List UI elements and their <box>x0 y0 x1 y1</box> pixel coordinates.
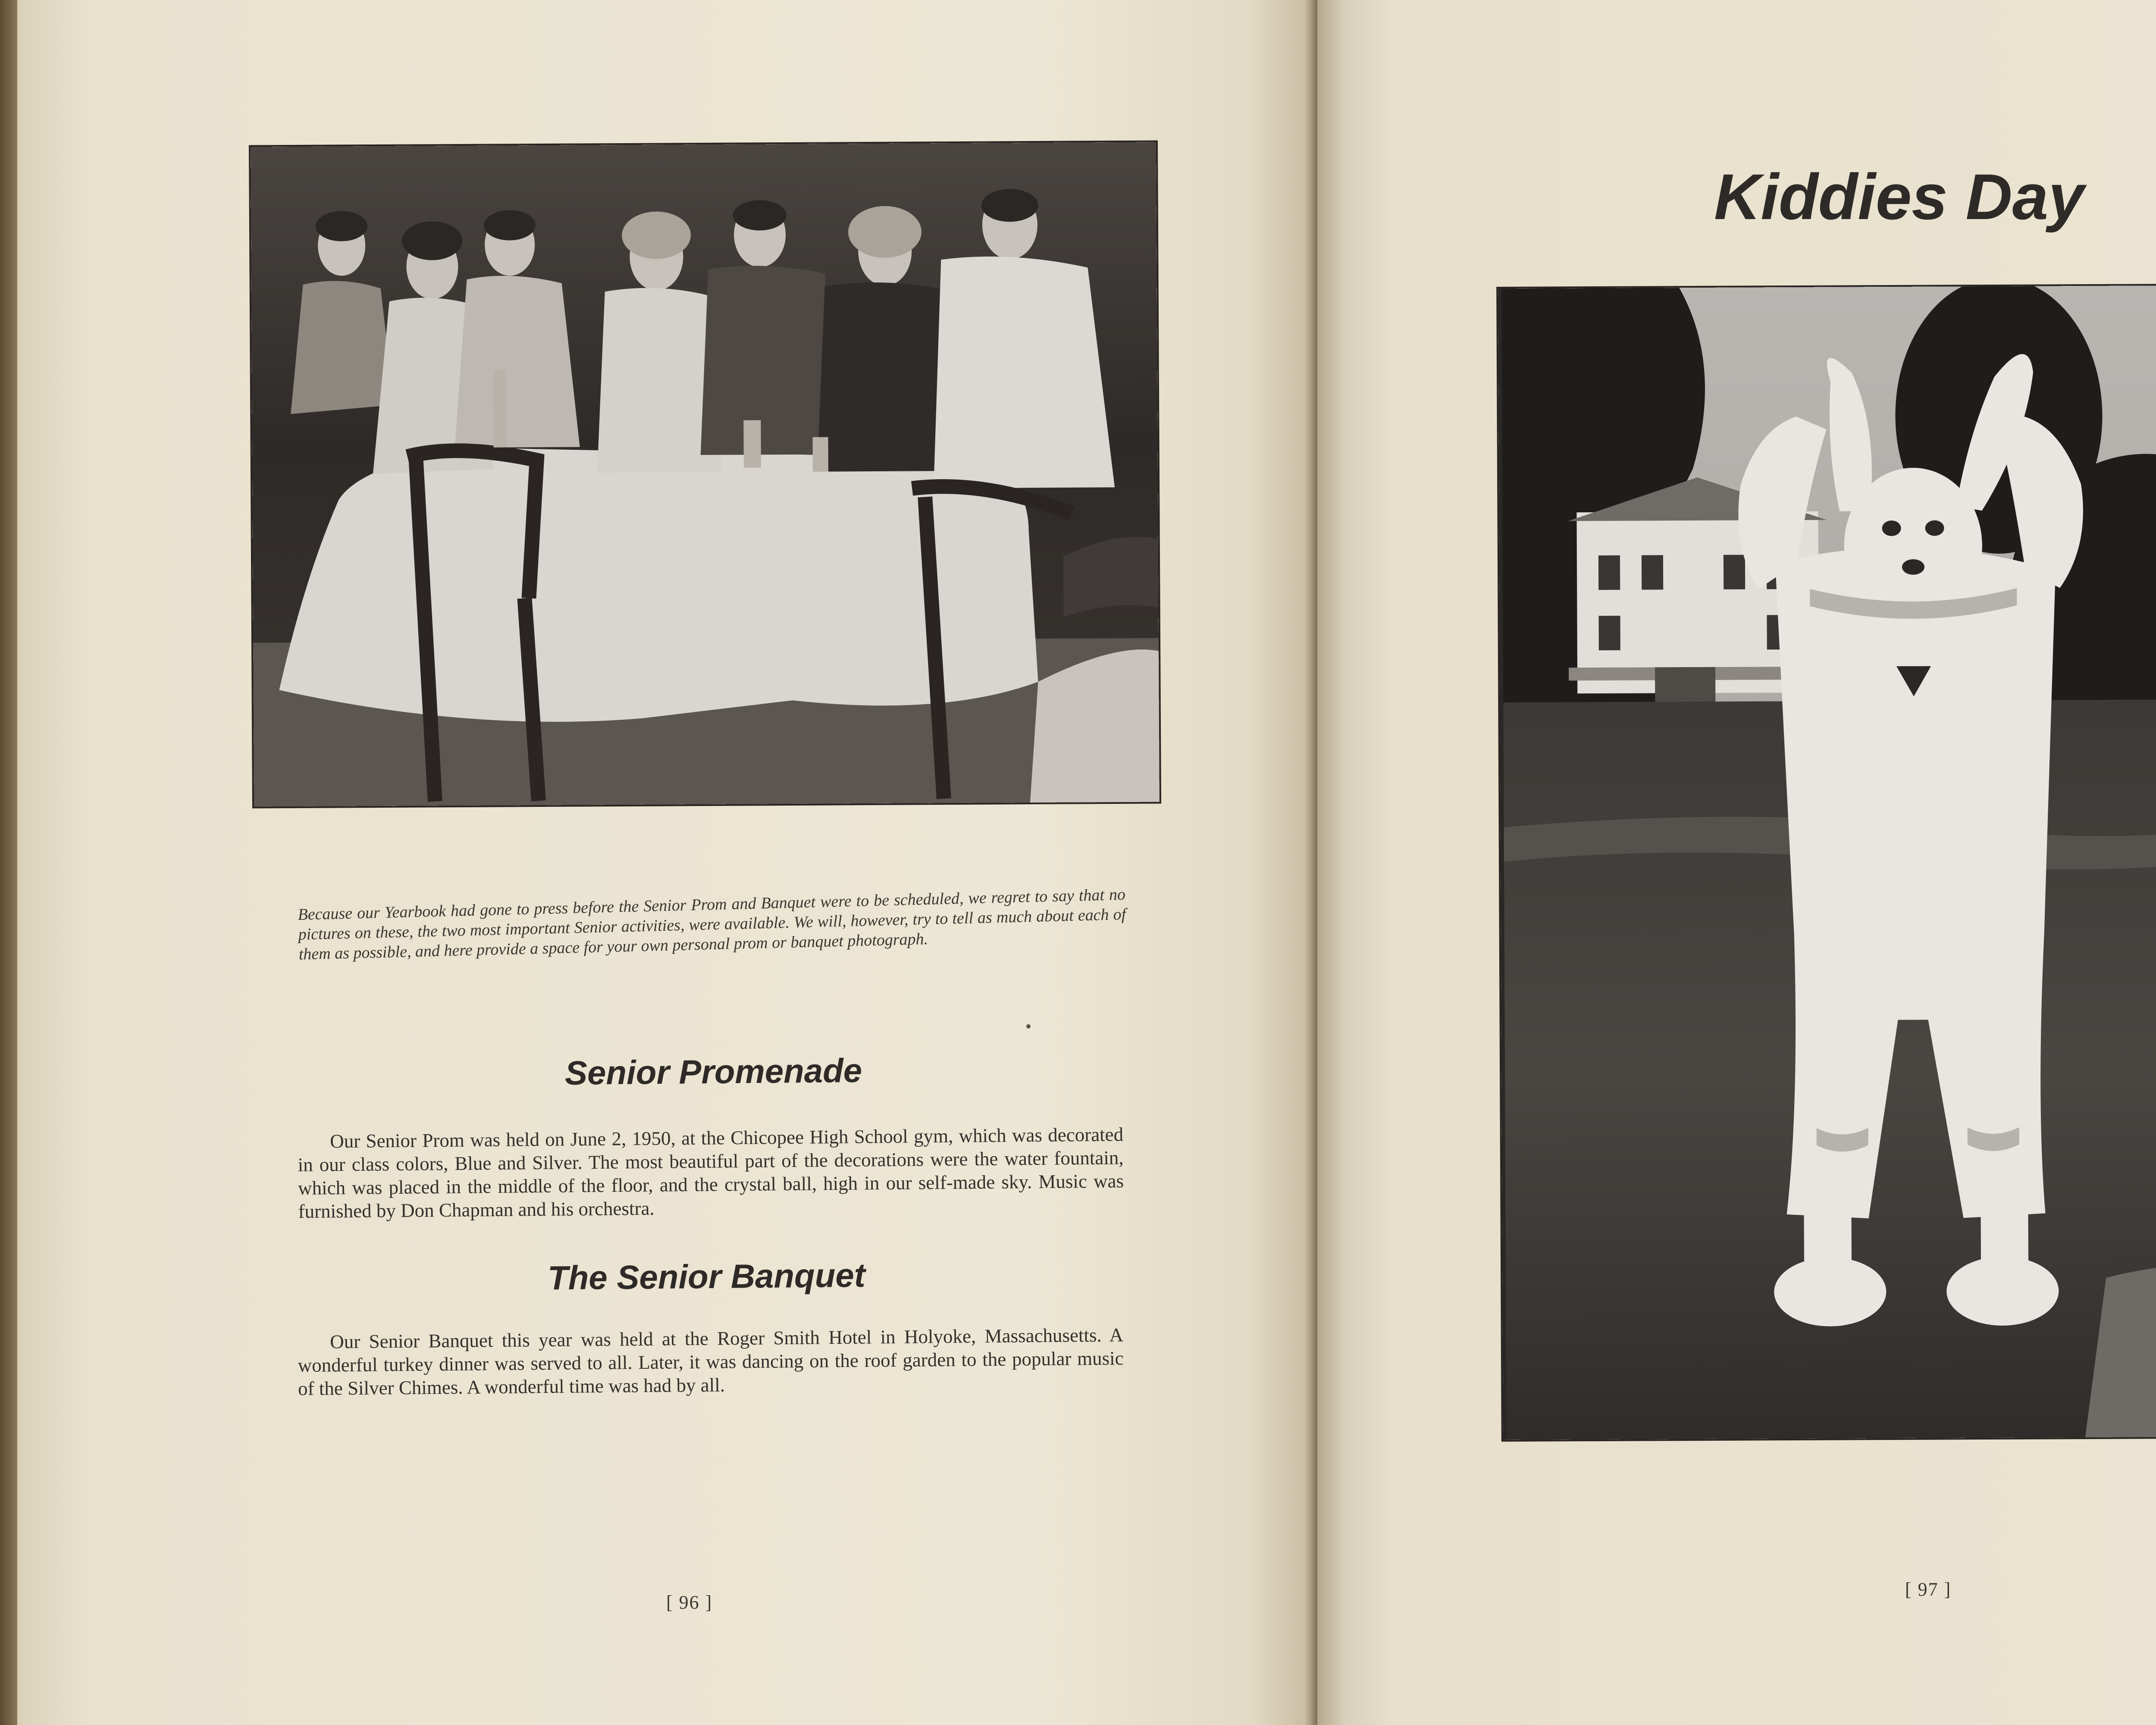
photo-caption: Because our Yearbook had gone to press before the Senior Prom and Banquet were to be scheduled, we regret to say that no pictures on these, the two most important Senior activities, were available. We will, however, try to tell as much about each of them as possible, and here provide a space for your own personal prom or banquet photograph. <box>298 885 1126 963</box>
page-number-left: [ 96 ] <box>666 1592 713 1613</box>
senior-banquet-heading: The Senior Banquet <box>547 1256 866 1297</box>
page-number-right: [ 97 ] <box>1905 1579 1952 1600</box>
banquet-photo <box>251 142 1159 807</box>
senior-promenade-text: Our Senior Prom was held on June 2, 1950, at the Chicopee High School gym, which was decorated in our class colors, Blue and Silver. The most beautiful part of the decorations were the water fountain, which was placed in the middle of the floor, and the crystal ball, high in our self-made sky. Music was furnished by Don Chapman and his orchestra. <box>298 1123 1124 1222</box>
senior-banquet-text: Our Senior Banquet this year was held at the Roger Smith Hotel in Holyoke, Massachusetts. A wonderful turkey dinner was served to all. Later, it was dancing on the roof garden to the popular music of the Silver Chimes. A wonderful time was had by all. <box>298 1324 1124 1399</box>
rabbit-costume-photo <box>1498 285 2156 1440</box>
senior-promenade-heading: Senior Promenade <box>564 1051 862 1092</box>
banquet-photo-image <box>251 142 1159 807</box>
print-speck <box>1026 1024 1031 1029</box>
kiddies-day-title: Kiddies Day <box>1714 160 2084 233</box>
book-edge <box>0 0 17 1725</box>
rabbit-costume-image <box>1498 285 2156 1440</box>
right-page <box>1317 0 2156 1725</box>
